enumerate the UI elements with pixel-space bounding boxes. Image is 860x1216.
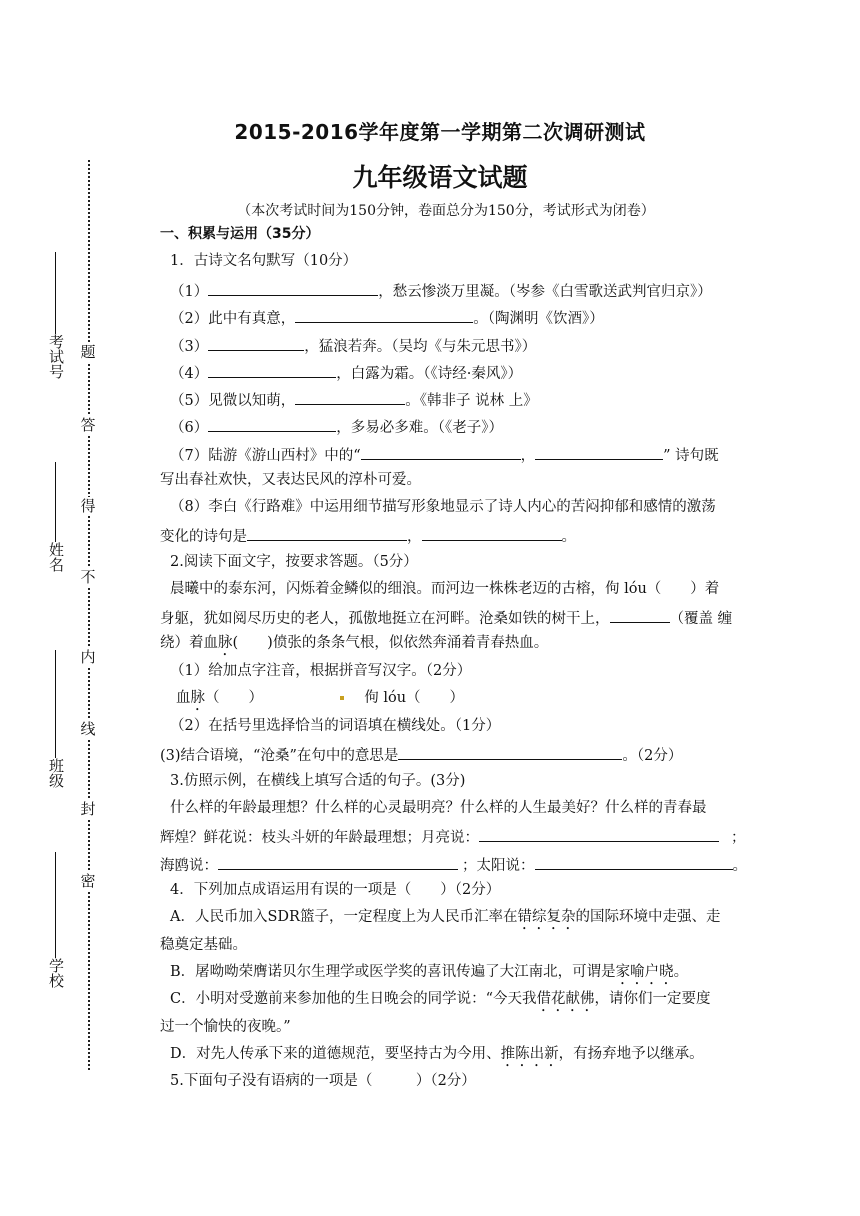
q1-line-7-cont: 写出春社欢快，又表达民风的淳朴可爱。 bbox=[160, 472, 421, 488]
q2-passage-2: 身躯，犹如阅尽历史的老人，孤傲地挺立在河畔。沧桑如铁的树干上， （覆盖 缠 bbox=[160, 606, 732, 629]
seal-char: 不 bbox=[80, 568, 96, 586]
exam-subtitle: 九年级语文试题 bbox=[352, 163, 528, 192]
q3-prompt-1: 什么样的年龄最理想？什么样的心灵最明亮？什么样的人生最美好？什么样的青春最 bbox=[170, 800, 707, 816]
seal-char: 题 bbox=[80, 343, 96, 361]
seal-char: 封 bbox=[80, 800, 96, 818]
seal-char: 内 bbox=[80, 648, 96, 666]
answer-blank[interactable] bbox=[295, 388, 405, 405]
answer-blank[interactable] bbox=[218, 853, 458, 870]
q4-option-b: B．屠呦呦荣膺诺贝尔生理学或医学奖的喜讯传遍了大江南北，可谓是家喻户晓。 bbox=[170, 964, 689, 980]
q1-line-3: （3） ，猛浪若奔。（吴均《与朱元思书》） bbox=[170, 334, 536, 357]
exam-number-underline[interactable] bbox=[55, 252, 56, 334]
section-heading: 一、积累与运用（35分） bbox=[160, 226, 320, 242]
exam-note: （本次考试时间为150分钟，卷面总分为150分，考试形式为闭卷） bbox=[237, 203, 655, 219]
q2-stem: 2.阅读下面文字，按要求答题。（5分） bbox=[170, 554, 418, 570]
q1-line-5: （5）见微以知萌， 。《韩非子 说林 上》 bbox=[170, 388, 538, 411]
class-field bbox=[48, 648, 63, 788]
answer-blank[interactable] bbox=[422, 524, 562, 541]
answer-blank[interactable] bbox=[247, 524, 407, 541]
q2-passage-1: 晨曦中的泰东河，闪烁着金鳞似的细浪。而河边一株株老迈的古榕，佝 lóu（ ）着 bbox=[170, 581, 720, 597]
q2-sub-1: （1）给加点字注音，根据拼音写汉字。（2分） bbox=[170, 663, 472, 679]
answer-blank[interactable] bbox=[535, 853, 733, 870]
answer-blank[interactable] bbox=[208, 279, 378, 296]
q3-stem: 3.仿照示例，在横线上填写合适的句子。(3分) bbox=[170, 773, 466, 789]
q1-line-2: （2）此中有真意， 。（陶渊明《饮酒》） bbox=[170, 306, 604, 329]
class-underline[interactable] bbox=[55, 650, 56, 758]
name-field bbox=[48, 460, 63, 572]
q2-sub-2: （2）在括号里选择恰当的词语填在横线处。（1分） bbox=[170, 718, 501, 734]
answer-blank[interactable] bbox=[295, 306, 473, 323]
q4-option-c-cont: 过一个愉快的夜晚。” bbox=[160, 1019, 291, 1035]
q1-line-1: （1） ，愁云惨淡万里凝。（岑参《白雪歌送武判官归京》） bbox=[170, 279, 712, 302]
school-label: 学校 bbox=[47, 958, 65, 988]
answer-blank[interactable] bbox=[208, 415, 336, 432]
q1-line-8: （8）李白《行路难》中运用细节描写形象地显示了诗人内心的苦闷抑郁和感情的激荡 bbox=[170, 499, 716, 515]
q4-option-a: A．人民币加入SDR篮子，一定程度上为人民币汇率在错综复杂的国际环境中走强、走 bbox=[170, 909, 721, 925]
q2-sub-1-items: 血脉（ ） 佝 lóu（ ） bbox=[176, 690, 465, 706]
school-underline[interactable] bbox=[55, 852, 56, 958]
answer-blank[interactable] bbox=[610, 606, 670, 623]
answer-blank[interactable] bbox=[535, 443, 663, 460]
q4-option-c: C．小明对受邀前来参加他的生日晚会的同学说：“今天我借花献佛，请你们一定要度 bbox=[170, 991, 711, 1007]
answer-blank[interactable] bbox=[208, 361, 336, 378]
exam-number-label: 考试号 bbox=[47, 334, 65, 379]
answer-blank[interactable] bbox=[208, 334, 304, 351]
q1-line-7: （7）陆游《游山西村》中的“ ， ” 诗句既 bbox=[170, 443, 719, 466]
binding-dotted-line bbox=[88, 160, 90, 1070]
answer-blank[interactable] bbox=[361, 443, 521, 460]
q2-sub-3: (3)结合语境，“沧桑”在句中的意思是 。（2分） bbox=[160, 743, 682, 766]
q3-prompt-3: 海鸥说： ；太阳说： 。 bbox=[160, 853, 747, 876]
q1-line-6: （6） ，多易必多难。（《老子》） bbox=[170, 415, 503, 438]
seal-char: 线 bbox=[80, 720, 96, 738]
seal-char: 得 bbox=[80, 497, 96, 515]
seal-char: 密 bbox=[80, 872, 96, 890]
q2-passage-3: 绕）着血脉( )偾张的条条气根，似依然奔涌着青春热血。 bbox=[160, 635, 549, 651]
q4-option-d: D．对先人传承下来的道德规范，要坚持古为今用、推陈出新，有扬弃地予以继承。 bbox=[170, 1046, 704, 1062]
school-field bbox=[48, 850, 63, 988]
name-label: 姓名 bbox=[47, 542, 65, 572]
q3-prompt-2: 辉煌？鲜花说：枝头斗妍的年龄最理想；月亮说： ； bbox=[160, 825, 746, 848]
q4-option-a-cont: 稳奠定基础。 bbox=[160, 937, 247, 953]
q1-line-4: （4） ，白露为霜。（《诗经·秦风》） bbox=[170, 361, 522, 384]
exam-number-field bbox=[48, 250, 63, 379]
separator-mark bbox=[340, 696, 344, 700]
q1-stem: 1．古诗文名句默写（10分） bbox=[170, 253, 358, 269]
q4-stem: 4．下列加点成语运用有误的一项是（ ）（2分） bbox=[170, 882, 501, 898]
name-underline[interactable] bbox=[55, 462, 56, 542]
q1-line-8-cont: 变化的诗句是 ， 。 bbox=[160, 524, 576, 547]
exam-title: 2015-2016学年度第一学期第二次调研测试 bbox=[234, 120, 646, 144]
seal-char: 答 bbox=[80, 416, 96, 434]
answer-blank[interactable] bbox=[398, 743, 622, 760]
answer-blank[interactable] bbox=[479, 825, 719, 842]
class-label: 班级 bbox=[47, 758, 65, 788]
q5-stem: 5.下面句子没有语病的一项是（ ）（2分） bbox=[170, 1073, 476, 1089]
